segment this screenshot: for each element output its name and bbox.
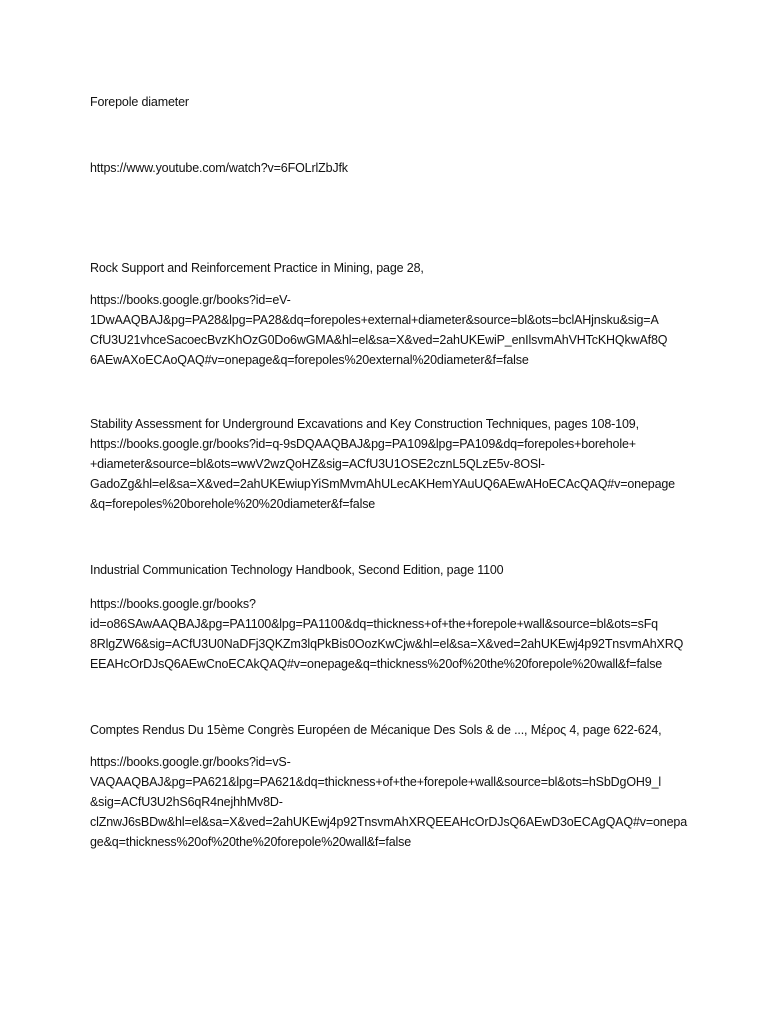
reference-url-line[interactable]: clZnwJ6sBDw&hl=el&sa=X&ved=2ahUKEwj4p92TnsvmAhXRQEEAHcOrDJsQ6AEwD3oECAgQAQ#v=onepa xyxy=(90,815,688,829)
reference-url-line[interactable]: https://books.google.gr/books?id=q-9sDQAAQBAJ&pg=PA109&lpg=PA109&dq=forepoles+borehole+ xyxy=(90,437,636,451)
reference-url-line[interactable]: GadoZg&hl=el&sa=X&ved=2ahUKEwiupYiSmMvmAhULecAKHemYAuUQ6AEwAHoECAcQAQ#v=onepage xyxy=(90,477,675,491)
reference-citation-rock-support: Rock Support and Reinforcement Practice in Mining, page 28, xyxy=(90,261,424,275)
reference-url-line[interactable]: &sig=ACfU3U2hS6qR4nejhhMv8D- xyxy=(90,795,283,809)
reference-url-line[interactable]: &q=forepoles%20borehole%20%20diameter&f=false xyxy=(90,497,376,511)
reference-url-line[interactable]: 6AEwAXoECAoQAQ#v=onepage&q=forepoles%20external%20diameter&f=false xyxy=(90,353,529,367)
reference-url-line[interactable]: VAQAAQBAJ&pg=PA621&lpg=PA621&dq=thickness+of+the+forepole+wall&source=bl&ots=hSbDgOH9_l xyxy=(90,775,662,789)
reference-url-line[interactable]: https://books.google.gr/books?id=eV- xyxy=(90,293,291,307)
reference-citation-comptes-rendus: Comptes Rendus Du 15ème Congrès Européen de Mécanique Des Sols & de ..., Μέρος 4, page 622-624, xyxy=(90,723,662,737)
reference-citation-industrial-communication: Industrial Communication Technology Handbook, Second Edition, page 1100 xyxy=(90,563,504,577)
youtube-link[interactable]: https://www.youtube.com/watch?v=6FOLrlZbJfk xyxy=(90,161,348,175)
page-title: Forepole diameter xyxy=(90,95,189,109)
reference-url-line[interactable]: +diameter&source=bl&ots=wwV2wzQoHZ&sig=ACfU3U1OSE2cznL5QLzE5v-8OSl- xyxy=(90,457,545,471)
reference-url-line[interactable]: 8RlgZW6&sig=ACfU3U0NaDFj3QKZm3lqPkBis0OozKwCjw&hl=el&sa=X&ved=2ahUKEwj4p92TnsvmAhXRQ xyxy=(90,637,684,651)
reference-url-line[interactable]: https://books.google.gr/books?id=vS- xyxy=(90,755,291,769)
reference-url-line[interactable]: ge&q=thickness%20of%20the%20forepole%20wall&f=false xyxy=(90,835,412,849)
reference-url-line[interactable]: 1DwAAQBAJ&pg=PA28&lpg=PA28&dq=forepoles+external+diameter&source=bl&ots=bclAHjnsku&sig=A xyxy=(90,313,659,327)
reference-url-line[interactable]: https://books.google.gr/books? xyxy=(90,597,256,611)
reference-url-line[interactable]: id=o86SAwAAQBAJ&pg=PA1100&lpg=PA1100&dq=thickness+of+the+forepole+wall&source=bl&ots=sFq xyxy=(90,617,658,631)
reference-url-line[interactable]: EEAHcOrDJsQ6AEwCnoECAkQAQ#v=onepage&q=thickness%20of%20the%20forepole%20wall&f=false xyxy=(90,657,663,671)
reference-citation-stability-assessment: Stability Assessment for Underground Excavations and Key Construction Techniques, pages 108-109, xyxy=(90,417,639,431)
reference-url-line[interactable]: CfU3U21vhceSacoecBvzKhOzG0Do6wGMA&hl=el&sa=X&ved=2ahUKEwiP_enIlsvmAhVHTcKHQkwAf8Q xyxy=(90,333,668,347)
